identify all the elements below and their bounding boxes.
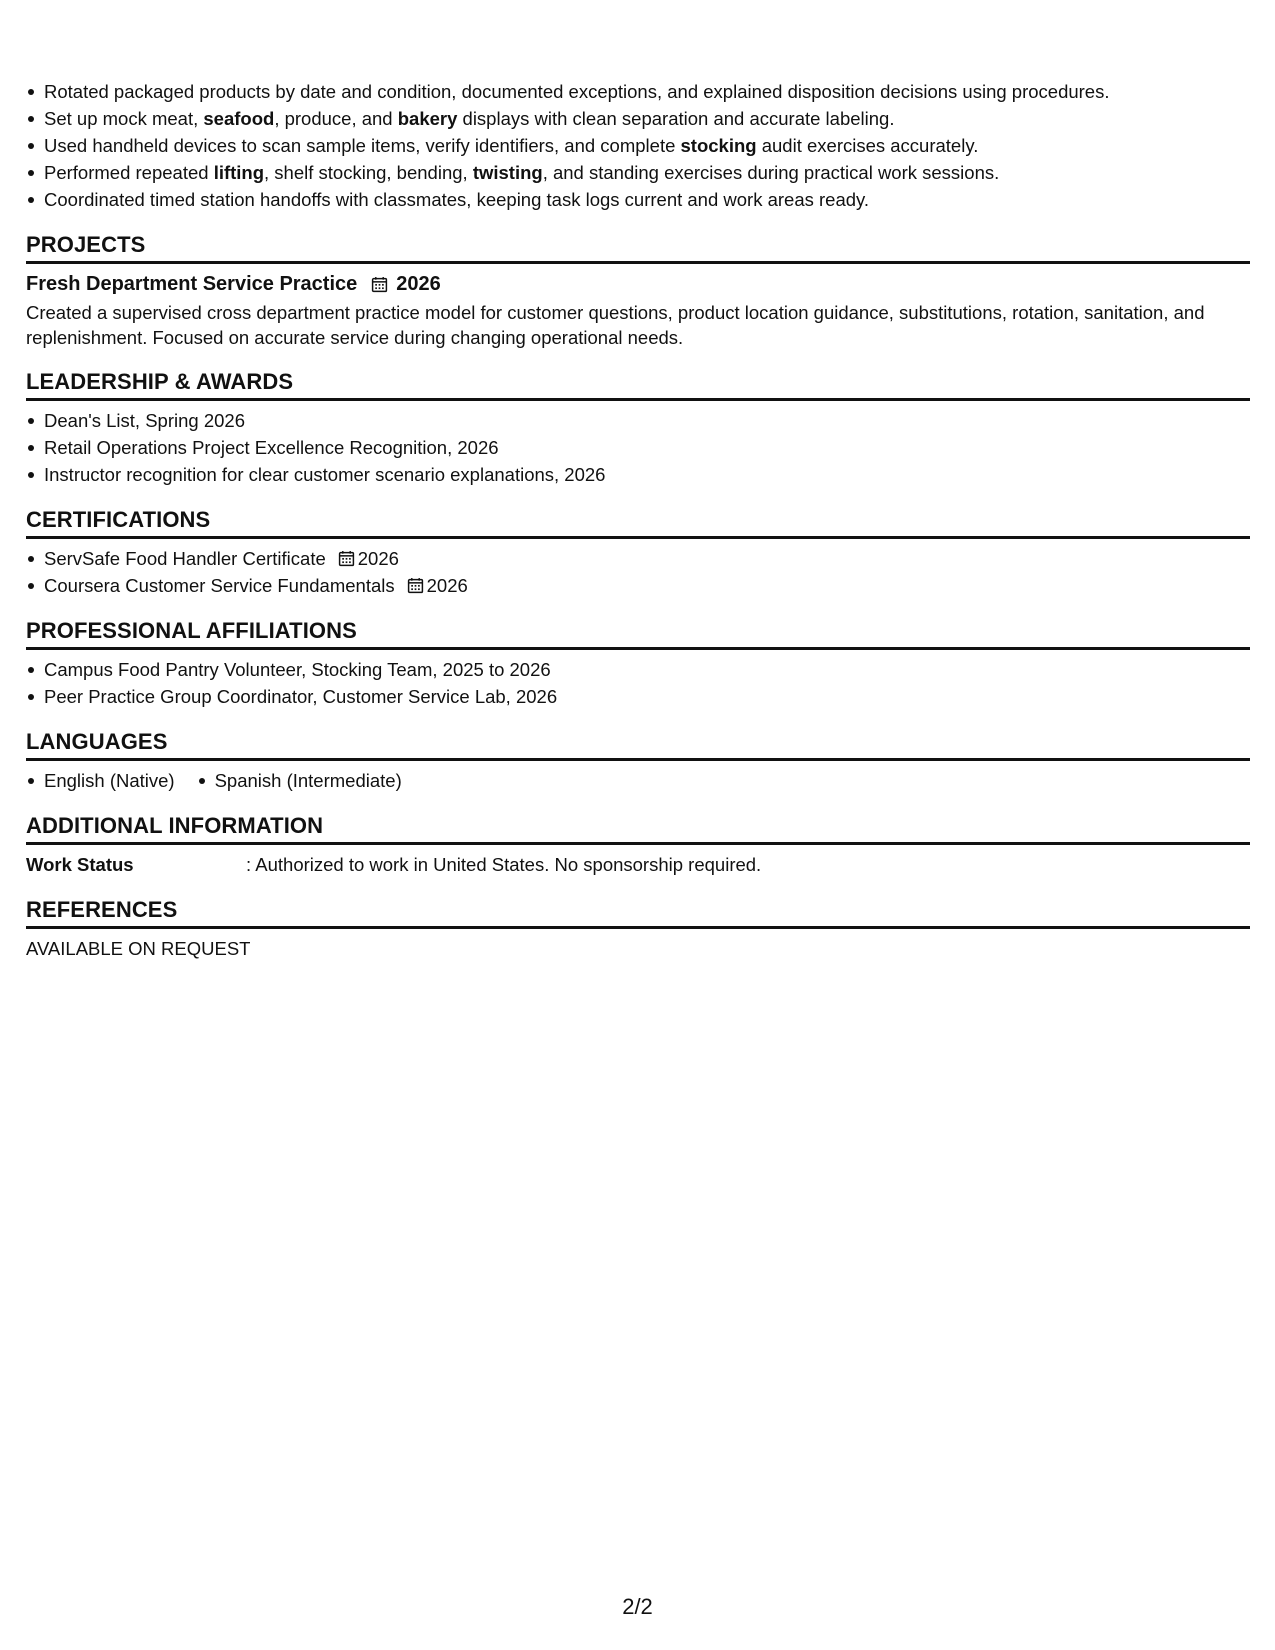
calendar-icon [407, 577, 424, 594]
experience-bullet [44, 132, 1250, 159]
leadership-list [26, 407, 1250, 488]
affiliations-section [26, 617, 1250, 710]
bullet-text: audit exercises accurately. [756, 135, 979, 156]
project-description: Created a supervised cross department practice model for customer questions, product location guidance, substitutions, rotation, sanitation, and replenishment. Focused on accurate service during changing operational needs. [26, 302, 1205, 348]
project-year: 2026 [396, 273, 441, 295]
experience-bullet-list [26, 78, 1250, 213]
affiliations-list [26, 656, 1250, 710]
bold-keyword: twisting [472, 162, 543, 183]
list-item: Dean's List, Spring 2026 [44, 407, 1250, 434]
experience-bullet [44, 186, 1250, 213]
bullet-text: , shelf stocking, bending, [264, 162, 473, 183]
experience-bullet [44, 105, 1250, 132]
additional-info-section [26, 812, 1250, 878]
languages-list [26, 767, 1250, 794]
bold-keyword: bakery [397, 108, 458, 129]
work-status-value: : Authorized to work in United States. No sponsorship required. [246, 854, 762, 875]
resume-page [26, 78, 1250, 962]
languages-section [26, 728, 1250, 794]
list-item: Peer Practice Group Coordinator, Customer Service Lab, 2026 [44, 683, 1250, 710]
bullet-text: , and standing exercises during practical work sessions. [542, 162, 1000, 183]
bullet-text: Coordinated timed station handoffs with classmates, keeping task logs current and work areas ready. [44, 189, 870, 210]
bullet-text: , produce, and [274, 108, 398, 129]
bullet-text: Used handheld devices to scan sample items, verify identifiers, and complete [44, 135, 681, 156]
work-status-label: Work Status [26, 854, 134, 875]
list-item: Retail Operations Project Excellence Recognition, 2026 [44, 434, 1250, 461]
list-item [44, 572, 1250, 599]
bullet-text: Performed repeated [44, 162, 214, 183]
references-heading: REFERENCES [26, 896, 1250, 929]
bold-keyword: stocking [680, 135, 757, 156]
bullet-text: Set up mock meat, [44, 108, 204, 129]
certification-name: ServSafe Food Handler Certificate [44, 548, 326, 569]
experience-bullet [44, 159, 1250, 186]
projects-heading: PROJECTS [26, 231, 1250, 264]
certification-year: 2026 [426, 575, 468, 596]
bullet-text: displays with clean separation and accurate labeling. [457, 108, 895, 129]
languages-heading: LANGUAGES [26, 728, 1250, 761]
leadership-section [26, 368, 1250, 488]
list-item: Spanish (Intermediate) [215, 767, 402, 794]
experience-bullet [44, 78, 1250, 105]
bold-keyword: seafood [203, 108, 275, 129]
calendar-icon [338, 550, 355, 567]
calendar-icon [371, 276, 388, 293]
list-item: English (Native) [44, 767, 175, 794]
certification-year: 2026 [357, 548, 399, 569]
list-item: Campus Food Pantry Volunteer, Stocking Team, 2025 to 2026 [44, 656, 1250, 683]
project-name: Fresh Department Service Practice [26, 273, 358, 295]
certification-name: Coursera Customer Service Fundamentals [44, 575, 395, 596]
work-status-row [26, 851, 1250, 878]
references-section [26, 896, 1250, 962]
bullet-text: Rotated packaged products by date and condition, documented exceptions, and explained disposition decisions using procedures. [44, 81, 1110, 102]
page-number: 2/2 [622, 1594, 653, 1619]
certifications-list [26, 545, 1250, 599]
certifications-section [26, 506, 1250, 599]
projects-section [26, 231, 1250, 350]
bold-keyword: lifting [213, 162, 265, 183]
project-header [26, 270, 1250, 298]
references-text: AVAILABLE ON REQUEST [26, 938, 251, 959]
list-item: Instructor recognition for clear customer scenario explanations, 2026 [44, 461, 1250, 488]
affiliations-heading: PROFESSIONAL AFFILIATIONS [26, 617, 1250, 650]
additional-info-heading: ADDITIONAL INFORMATION [26, 812, 1250, 845]
list-item [44, 545, 1250, 572]
leadership-heading: LEADERSHIP & AWARDS [26, 368, 1250, 401]
certifications-heading: CERTIFICATIONS [26, 506, 1250, 539]
